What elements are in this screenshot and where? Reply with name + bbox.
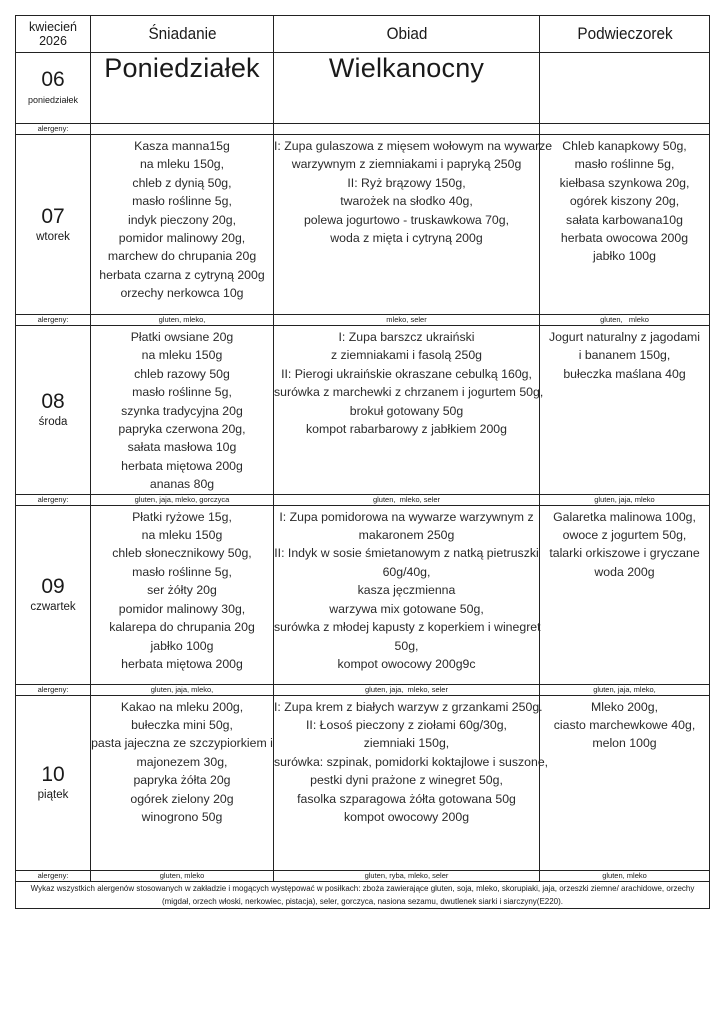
day-row — [16, 135, 710, 315]
allergen-label: alergeny: — [16, 494, 91, 505]
lunch-item: twarożek na słodko 40g, — [340, 194, 473, 209]
allergen-lunch — [274, 124, 540, 135]
snack-item: kiełbasa szynkowa 20g, — [559, 175, 690, 190]
breakfast-item: na mleku 150g, — [139, 157, 225, 172]
menu-sheet — [15, 15, 709, 909]
allergen-snack: gluten, mleko — [540, 315, 710, 326]
snack-item: bułeczka maślana 40g — [563, 366, 686, 381]
allergen-snack: gluten, mleko — [540, 870, 710, 881]
allergen-breakfast: gluten, mleko — [91, 870, 274, 881]
breakfast-cell — [91, 505, 274, 684]
footer-row — [16, 881, 710, 908]
lunch-item: surówka z marchewki z chrzanem i jogurtem 50g, — [274, 385, 544, 400]
holiday-snack-empty — [540, 53, 710, 124]
breakfast-item: chleb słonecznikowy 50g, — [112, 546, 252, 561]
day-name: wtorek — [36, 230, 70, 243]
breakfast-item: chleb z dynią 50g, — [132, 175, 232, 190]
snack-cell — [540, 695, 710, 870]
lunch-item: surówka z młodej kapusty z koperkiem i winegret — [274, 620, 541, 635]
allergen-breakfast: gluten, mleko, — [91, 315, 274, 326]
disclaimer-line-1: Wykaz wszystkich alergenów stosowanych w zakładzie i mogących występować w posiłkach: zboża zawierające gluten, soja, mleko, skorupiaki, jaja, orzeszki ziemne/ arachidowe, orzechy — [30, 883, 695, 893]
lunch-item: kompot owocowy 200g9c — [337, 656, 476, 671]
breakfast-item: herbata miętowa 200g — [121, 656, 243, 671]
breakfast-item: chleb razowy 50g — [134, 366, 230, 381]
lunch-item: I: Zupa barszcz ukraiński — [338, 330, 475, 344]
allergen-row — [16, 684, 710, 695]
allergen-breakfast — [91, 124, 274, 135]
day-cell — [16, 135, 91, 315]
breakfast-item: ogórek zielony 20g — [130, 791, 234, 806]
day-name: środa — [38, 415, 68, 428]
allergen-lunch: mleko, seler — [274, 315, 540, 326]
breakfast-item: marchew do chrupania 20g — [107, 249, 257, 264]
allergen-row — [16, 124, 710, 135]
breakfast-item: masło roślinne 5g, — [132, 194, 232, 209]
snack-item: Jogurt naturalny z jagodami — [548, 330, 701, 344]
weekly-menu-table — [15, 15, 710, 909]
day-row — [16, 695, 710, 870]
breakfast-item: indyk pieczony 20g, — [127, 212, 236, 227]
allergen-breakfast: gluten, jaja, mleko, — [91, 684, 274, 695]
allergen-label: alergeny: — [16, 124, 91, 135]
snack-item: Galaretka malinowa 100g, — [553, 509, 696, 524]
lunch-item: II: Pierogi ukraińskie okraszane cebulką 160g, — [281, 366, 532, 381]
snack-item: masło roślinne 5g, — [574, 157, 675, 172]
column-header-snack: Podwieczorek — [548, 16, 701, 53]
day-cell — [16, 326, 91, 495]
allergen-breakfast: gluten, jaja, mleko, gorczyca — [91, 494, 274, 505]
breakfast-item: herbata czarna z cytryną 200g — [99, 267, 265, 282]
lunch-item: I: Zupa pomidorowa na wywarze warzywnym z — [279, 509, 534, 524]
snack-item: melon 100g — [592, 736, 657, 751]
day-cell — [16, 53, 91, 124]
breakfast-item: masło roślinne 5g, — [132, 385, 232, 400]
lunch-item: kompot rabarbarowy z jabłkiem 200g — [306, 422, 507, 437]
lunch-item: fasolka szparagowa żółta gotowana 50g — [297, 791, 516, 806]
allergen-disclaimer — [16, 881, 710, 908]
lunch-cell — [274, 695, 549, 870]
day-row-holiday — [16, 53, 710, 124]
lunch-item: I: Zupa krem z białych warzyw z grzankami 250g. — [274, 699, 543, 714]
breakfast-item: szynka tradycyjna 20g — [121, 403, 243, 418]
allergen-lunch: gluten, ryba, mleko, seler — [274, 870, 540, 881]
lunch-item: ziemniaki 150g, — [363, 736, 450, 751]
allergen-row — [16, 870, 710, 881]
day-number: 08 — [41, 389, 65, 413]
lunch-cell — [274, 326, 544, 495]
snack-item: sałata karbowana10g — [566, 212, 683, 227]
breakfast-item: pomidor malinowy 30g, — [118, 601, 246, 616]
day-row — [16, 326, 710, 495]
breakfast-item: na mleku 150g — [141, 348, 223, 363]
day-name: czwartek — [30, 600, 76, 613]
holiday-text-part2: Wielkanocny — [274, 53, 540, 124]
lunch-item: warzywa mix gotowane 50g, — [329, 601, 484, 616]
breakfast-item: papryka czerwona 20g, — [118, 422, 246, 437]
allergen-lunch: gluten, mleko, seler — [274, 494, 540, 505]
year-label: 2026 — [39, 34, 67, 48]
lunch-item: pestki dyni prażone z winegret 50g, — [310, 773, 503, 788]
snack-item: talarki orkiszowe i gryczane — [549, 546, 700, 561]
allergen-snack — [540, 124, 710, 135]
day-cell — [16, 695, 91, 870]
snack-item: herbata owocowa 200g — [560, 231, 689, 246]
snack-item: i bananem 150g, — [578, 348, 671, 363]
lunch-item: 50g, — [394, 638, 419, 653]
lunch-item: surówka: szpinak, pomidorki koktajlowe i suszone, — [274, 754, 549, 769]
breakfast-cell — [91, 326, 274, 495]
day-cell — [16, 505, 91, 684]
lunch-item: polewa jogurtowo - truskawkowa 70g, — [303, 212, 510, 227]
breakfast-item: orzechy nerkowca 10g — [120, 286, 244, 301]
day-row — [16, 505, 710, 684]
lunch-cell — [274, 135, 553, 315]
snack-item: woda 200g — [594, 564, 655, 579]
allergen-lunch: gluten, jaja, mleko, seler — [274, 684, 540, 695]
allergen-snack: gluten, jaja, mleko — [540, 494, 710, 505]
breakfast-cell — [91, 695, 274, 870]
column-header-lunch: Obiad — [287, 16, 526, 53]
disclaimer-line-2: (migdał, orzech włoski, nerkowiec, pistacja), seler, gorczyca, nasiona sezamu, dwutlenek siarki i siarczyny(E220). — [161, 896, 564, 906]
day-number: 10 — [41, 762, 65, 786]
lunch-item: kasza jęczmienna — [357, 583, 456, 598]
snack-item: Chleb kanapkowy 50g, — [562, 139, 687, 153]
allergen-row — [16, 494, 710, 505]
breakfast-item: ser żółty 20g — [147, 583, 217, 598]
breakfast-item: sałata masłowa 10g — [127, 440, 237, 455]
breakfast-item: Płatki owsiane 20g — [130, 330, 234, 344]
breakfast-item: Płatki ryżowe 15g, — [132, 509, 232, 524]
day-name: poniedziałek — [27, 95, 79, 105]
breakfast-item: kalarepa do chrupania 20g — [109, 620, 255, 635]
month-year-cell — [16, 16, 91, 53]
snack-item: owoce z jogurtem 50g, — [562, 528, 687, 543]
lunch-item: brokuł gotowany 50g — [349, 403, 464, 418]
breakfast-item: bułeczka mini 50g, — [131, 718, 233, 733]
breakfast-item: pomidor malinowy 20g, — [118, 231, 246, 246]
column-header-breakfast: Śniadanie — [100, 16, 265, 53]
breakfast-item: ananas 80g — [149, 477, 215, 492]
breakfast-item: herbata miętowa 200g — [121, 458, 243, 473]
lunch-item: kompot owocowy 200g — [343, 810, 470, 825]
day-name: piątek — [37, 788, 69, 801]
lunch-item: woda z mięta i cytryną 200g — [330, 231, 483, 246]
month-label: kwiecień — [29, 20, 77, 34]
breakfast-item: pasta jajeczna ze szczypiorkiem i — [91, 736, 273, 751]
header-row — [16, 16, 710, 53]
snack-cell — [540, 505, 710, 684]
breakfast-cell — [91, 135, 274, 315]
breakfast-item: Kasza manna15g — [134, 139, 230, 153]
snack-item: Mleko 200g, — [591, 699, 658, 714]
allergen-label: alergeny: — [16, 315, 91, 326]
snack-item: jabłko 100g — [593, 249, 656, 264]
allergen-label: alergeny: — [16, 684, 91, 695]
lunch-item: 60g/40g, — [382, 564, 431, 579]
breakfast-item: masło roślinne 5g, — [132, 564, 232, 579]
lunch-item: II: Indyk w sosie śmietanowym z natką pietruszki — [274, 546, 539, 561]
snack-item: ciasto marchewkowe 40g, — [553, 718, 696, 733]
snack-cell — [540, 135, 710, 315]
snack-cell — [540, 326, 710, 495]
breakfast-item: winogrono 50g — [141, 810, 223, 825]
allergen-row — [16, 315, 710, 326]
allergen-label: alergeny: — [16, 870, 91, 881]
snack-item: ogórek kiszony 20g, — [569, 194, 680, 209]
lunch-item: II: Łosoś pieczony z ziołami 60g/30g, — [306, 718, 507, 733]
day-number: 07 — [41, 204, 65, 228]
lunch-item: makaronem 250g — [358, 528, 455, 543]
breakfast-item: na mleku 150g — [141, 528, 223, 543]
allergen-snack: gluten, jaja, mleko, — [540, 684, 710, 695]
day-number: 06 — [41, 68, 65, 91]
lunch-item: z ziemniakami i fasolą 250g — [330, 348, 483, 363]
lunch-item: warzywnym z ziemniakami i papryką 250g — [291, 157, 522, 172]
breakfast-item: jabłko 100g — [150, 638, 214, 653]
breakfast-item: papryka żółta 20g — [133, 773, 231, 788]
lunch-item: II: Ryż brązowy 150g, — [347, 175, 466, 190]
lunch-item: I: Zupa gulaszowa z mięsem wołowym na wywarze — [274, 139, 553, 153]
lunch-cell — [274, 505, 540, 684]
breakfast-item: Kakao na mleku 200g, — [120, 699, 244, 714]
day-number: 09 — [41, 574, 65, 598]
breakfast-item: majonezem 30g, — [136, 754, 228, 769]
holiday-text-part1: Poniedziałek — [91, 53, 274, 124]
